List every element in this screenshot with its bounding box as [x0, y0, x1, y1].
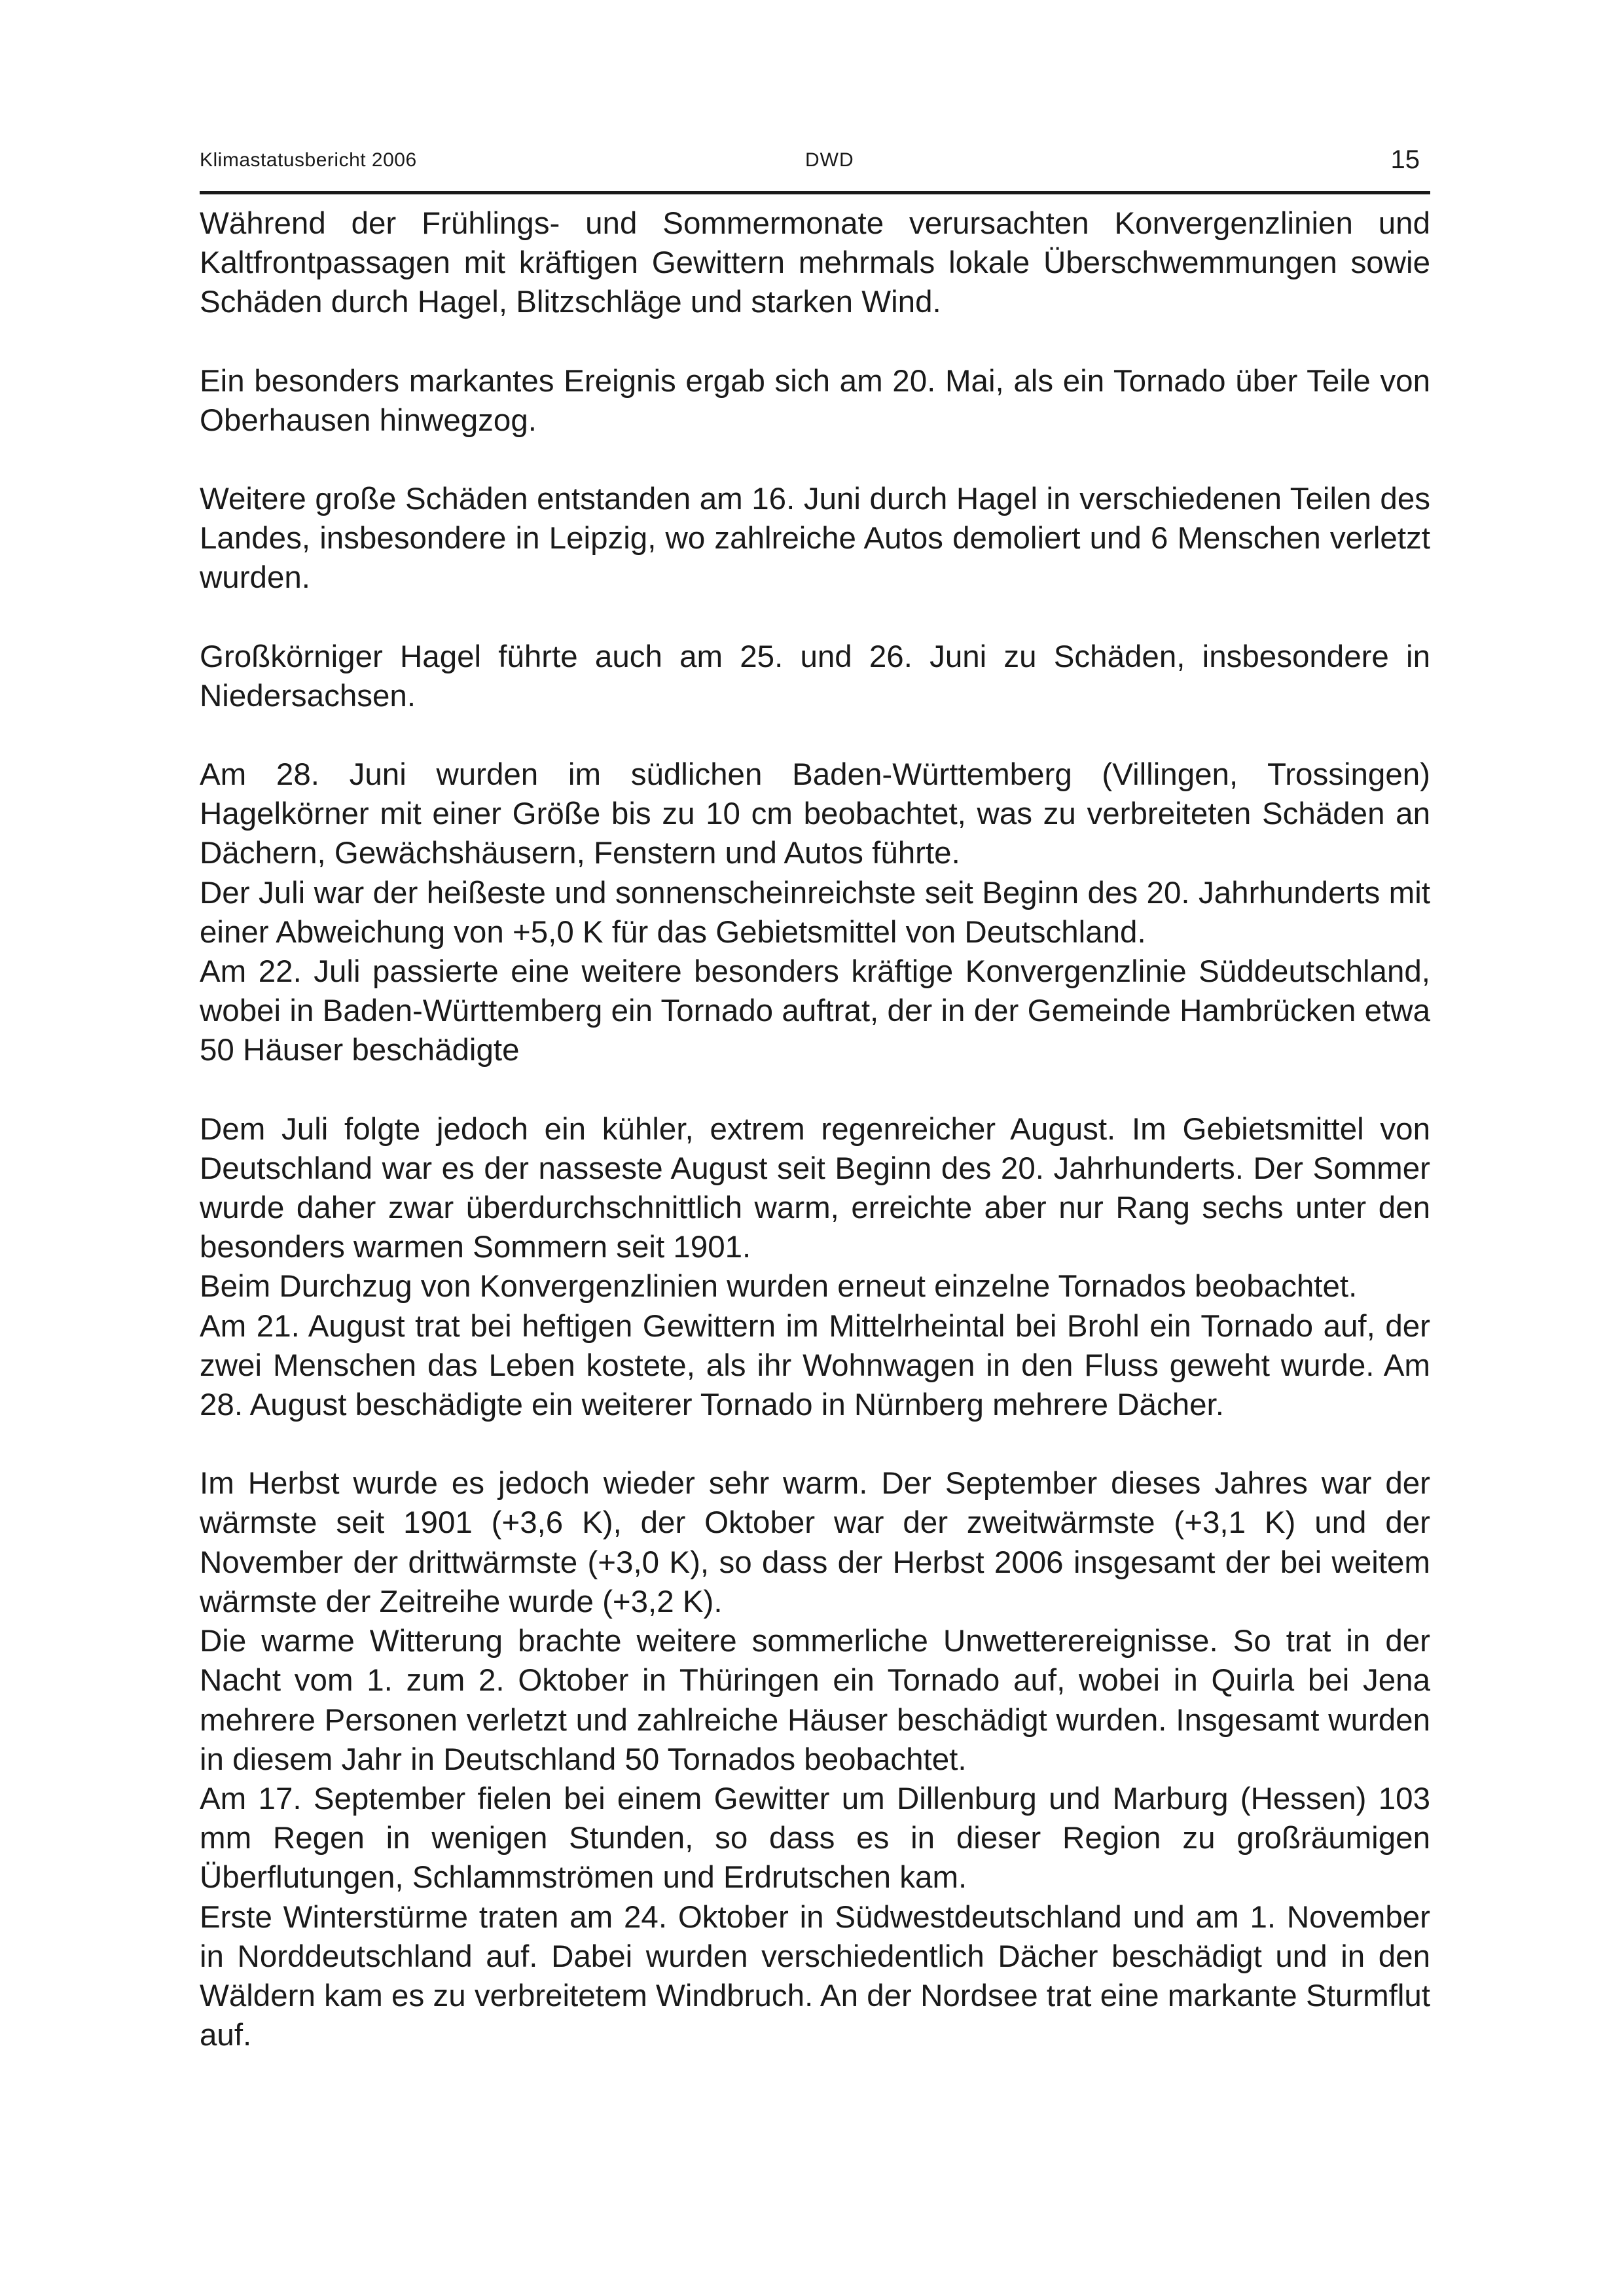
paragraph-winter-storms: Erste Winterstürme traten am 24. Oktober in Südwestdeutschland und am 1. November in Norddeutschland auf. Dabei wurden verschiedentlich Dächer beschädigt und in den Wäldern kam es zu verbreitetem Windbruch. An der Nordsee trat eine markante Sturmflut auf. [200, 1899, 1430, 2053]
paragraph-august-rain: Dem Juli folgte jedoch ein kühler, extrem regenreicher August. Im Gebietsmittel von Deutschland war es der nasseste August seit Beginn des 20. Jahrhunderts. Der Sommer wurde daher zwar überdurchschnittlich warm, erreichte aber nur Rang sechs unter den besonders warmen Sommern seit 1901. [200, 1111, 1430, 1265]
paragraph-august-tornados: Beim Durchzug von Konvergenzlinien wurden erneut einzelne Tornados beobachtet. [200, 1269, 1358, 1304]
paragraph-brohl-tornado: Am 21. August trat bei heftigen Gewittern im Mittelrheintal bei Brohl ein Tornado auf, der zwei Menschen das Leben kostete, als ihr Wohnwagen in den Fluss geweht wurde. Am 28. August beschädigte ein weiterer Tornado in Nürnberg mehrere Dächer. [200, 1308, 1430, 1423]
paragraph-convergence-lines: Während der Frühlings- und Sommermonate verursachten Konvergenzlinien und Kaltfrontpassagen mit kräftigen Gewittern mehrmals lokale Überschwemmungen sowie Schäden durch Hagel, Blitzschläge und starken Wind. [200, 206, 1430, 320]
report-title: Klimastatusbericht 2006 [200, 149, 417, 171]
page-number: 15 [1390, 145, 1420, 174]
body-text [200, 204, 1430, 2055]
paragraph-leipzig-hail: Weitere große Schäden entstanden am 16. Juni durch Hagel in verschiedenen Teilen des Landes, insbesondere in Leipzig, wo zahlreiche Autos demoliert und 6 Menschen verletzt wurden. [200, 482, 1430, 596]
publisher-label: DWD [805, 149, 854, 171]
paragraph-autumn-warmth: Im Herbst wurde es jedoch wieder sehr warm. Der September dieses Jahres war der wärmste seit 1901 (+3,6 K), der Oktober war der zweitwärmste (+3,1 K) und der November der drittwärmste (+3,0 K), so dass der Herbst 2006 insgesamt der bei weitem wärmste der Zeitreihe wurde (+3,2 K). [200, 1466, 1430, 1619]
paragraph-niedersachsen-hail: Großkörniger Hagel führte auch am 25. und 26. Juni zu Schäden, insbesondere in Niedersachsen. [200, 639, 1430, 713]
paragraph-oberhausen-tornado: Ein besonders markantes Ereignis ergab sich am 20. Mai, als ein Tornado über Teile von Oberhausen hinwegzog. [200, 363, 1430, 438]
header-divider [200, 191, 1430, 194]
paragraph-hessen-rain: Am 17. September fielen bei einem Gewitter um Dillenburg und Marburg (Hessen) 103 mm Regen in wenigen Stunden, so dass es in dieser Region zu großräumigen Überflutungen, Schlammströmen und Erdrutschen kam. [200, 1781, 1430, 1895]
page-header [200, 145, 1430, 185]
paragraph-baden-wuerttemberg-hail: Am 28. Juni wurden im südlichen Baden-Württemberg (Villingen, Trossingen) Hagelkörner mit einer Größe bis zu 10 cm beobachtet, was zu verbreiteten Schäden an Dächern, Gewächshäusern, Fenstern und Autos führte. [200, 757, 1430, 871]
paragraph-quirla-tornado: Die warme Witterung brachte weitere sommerliche Unwetterereignisse. So trat in der Nacht vom 1. zum 2. Oktober in Thüringen ein Tornado auf, wobei in Quirla bei Jena mehrere Personen verletzt und zahlreiche Häuser beschädigt wurden. Insgesamt wurden in diesem Jahr in Deutschland 50 Tornados beobachtet. [200, 1624, 1430, 1777]
paragraph-hambruecken-tornado: Am 22. Juli passierte eine weitere besonders kräftige Konvergenzlinie Süddeutschland, wobei in Baden-Württemberg ein Tornado auftrat, der in der Gemeinde Hambrücken etwa 50 Häuser beschädigte [200, 954, 1430, 1068]
paragraph-july-heat: Der Juli war der heißeste und sonnenscheinreichste seit Beginn des 20. Jahrhunderts mit einer Abweichung von +5,0 K für das Gebietsmittel von Deutschland. [200, 875, 1430, 950]
